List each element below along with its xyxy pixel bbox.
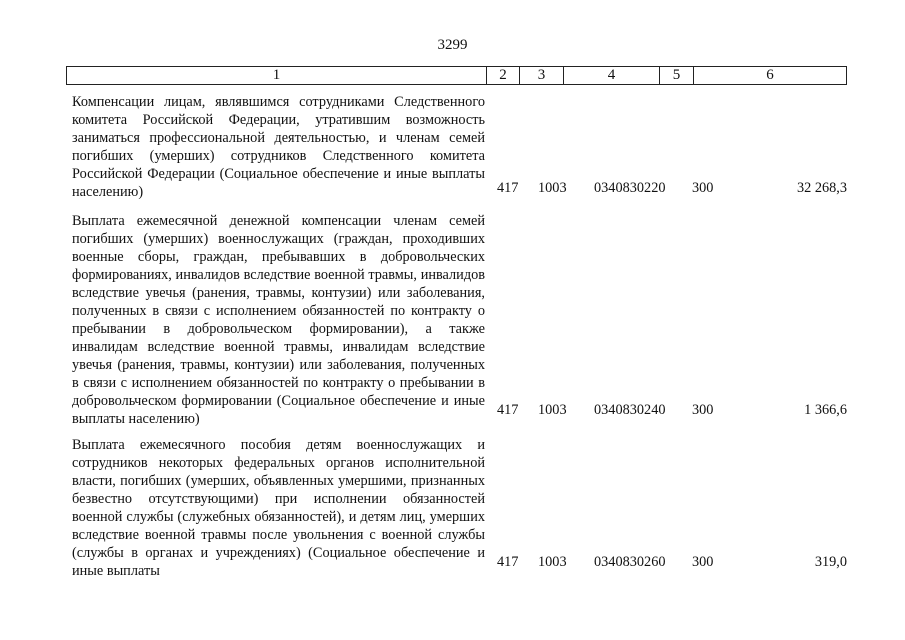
header-col-5: 5	[660, 67, 694, 84]
table-row	[72, 93, 847, 201]
table-header	[66, 66, 847, 85]
row-description: Компенсации лицам, являвшимся сотрудниками Следственного комитета Российской Федерации, утратившим возможность заниматься профессиональной деятельностью, и членам семей погибших (умерших) сотрудников Следственного комитета Российской Федерации (Социальное обеспечение и иные выплаты населению)	[72, 94, 485, 200]
row-col-4: 0340830260	[594, 554, 666, 570]
row-col-4: 0340830240	[594, 402, 666, 418]
row-col-6: 32 268,3	[796, 180, 847, 196]
row-col-2: 417	[497, 554, 519, 570]
row-col-4: 0340830220	[594, 180, 666, 196]
header-col-4: 4	[564, 67, 660, 84]
row-col-5: 300	[692, 554, 714, 570]
header-col-1: 1	[67, 67, 487, 84]
row-description: Выплата ежемесячной денежной компенсации членам семей погибших (умерших) военнослужащих (граждан, проходивших военные сборы, граждан, пребывавших в добровольческих формированиях, инвалидов вследствие военной травмы, инвалидов вследствие увечья (ранения, травмы, контузии) или заболевания, полученных в связи с исполнением обязанностей по контракту о пребывании в добровольческом формировании), а также инвалидам вследствие военной травмы, инвалидам вследствие увечья (ранения, травмы, контузии) или заболевания, полученных в связи с исполнением обязанностей по контракту о пребывании в добровольческом формировании (Социальное обеспечение и иные выплаты населению)	[72, 213, 485, 427]
row-col-6: 1 366,6	[804, 402, 847, 418]
row-col-5: 300	[692, 402, 714, 418]
table-row	[72, 212, 847, 428]
page-number: 3299	[437, 37, 468, 53]
header-col-6: 6	[766, 67, 774, 83]
row-col-3: 1003	[538, 554, 567, 570]
row-col-6: 319,0	[814, 554, 847, 570]
header-col-2: 2	[487, 67, 520, 84]
row-col-2: 417	[497, 402, 519, 418]
row-col-3: 1003	[538, 180, 567, 196]
header-col-3: 3	[520, 67, 564, 84]
row-col-2: 417	[497, 180, 519, 196]
row-col-5: 300	[692, 180, 714, 196]
row-description: Выплата ежемесячного пособия детям военнослужащих и сотрудников некоторых федеральных органов исполнительной власти, погибших (умерших, объявленных умершими, признанных безвестно отсутствующими) при исполнении обязанностей военной службы (служебных обязанностей), и детям лиц, умерших вследствие военной травмы после увольнения с военной службы (службы в органах и учреждениях) (Социальное обеспечение и иные выплаты	[72, 437, 485, 579]
row-col-3: 1003	[538, 402, 567, 418]
table-row	[72, 436, 847, 586]
